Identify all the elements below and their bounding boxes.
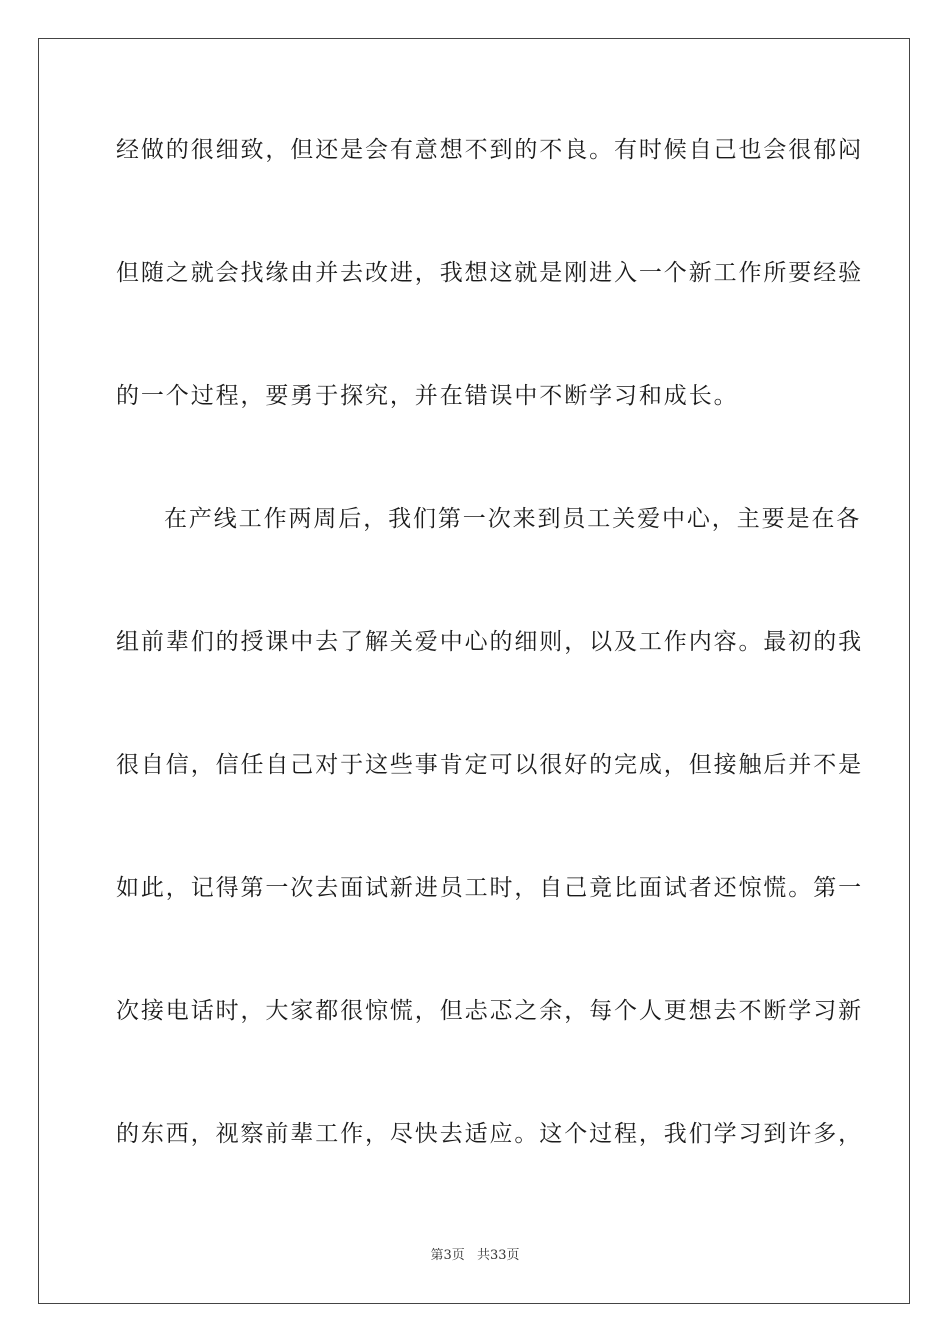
text-line: 经做的很细致，但还是会有意想不到的不良。有时候自己也会很郁闷 xyxy=(116,137,863,163)
text-line: 次接电话时，大家都很惊慌，但忐忑之余，每个人更想去不断学习新 xyxy=(116,998,863,1024)
text-line: 的一个过程，要勇于探究，并在错误中不断学习和成长。 xyxy=(116,383,739,409)
text-line: 但随之就会找缘由并去改进，我想这就是刚进入一个新工作所要经验 xyxy=(116,260,863,286)
text-line: 很自信，信任自己对于这些事肯定可以很好的完成，但接触后并不是 xyxy=(116,752,863,778)
document-body xyxy=(116,128,863,1235)
page-total: 共33页 xyxy=(476,1248,520,1263)
page-footer xyxy=(0,1244,950,1263)
text-line: 在产线工作两周后，我们第一次来到员工关爱中心，主要是在各 xyxy=(164,506,862,532)
text-line: 组前辈们的授课中去了解关爱中心的细则，以及工作内容。最初的我 xyxy=(116,629,863,655)
page-number: 第3页 xyxy=(430,1248,465,1263)
text-line: 的东西，视察前辈工作，尽快去适应。这个过程，我们学习到许多， xyxy=(116,1121,863,1147)
text-line: 如此，记得第一次去面试新进员工时，自己竟比面试者还惊慌。第一 xyxy=(116,875,863,901)
